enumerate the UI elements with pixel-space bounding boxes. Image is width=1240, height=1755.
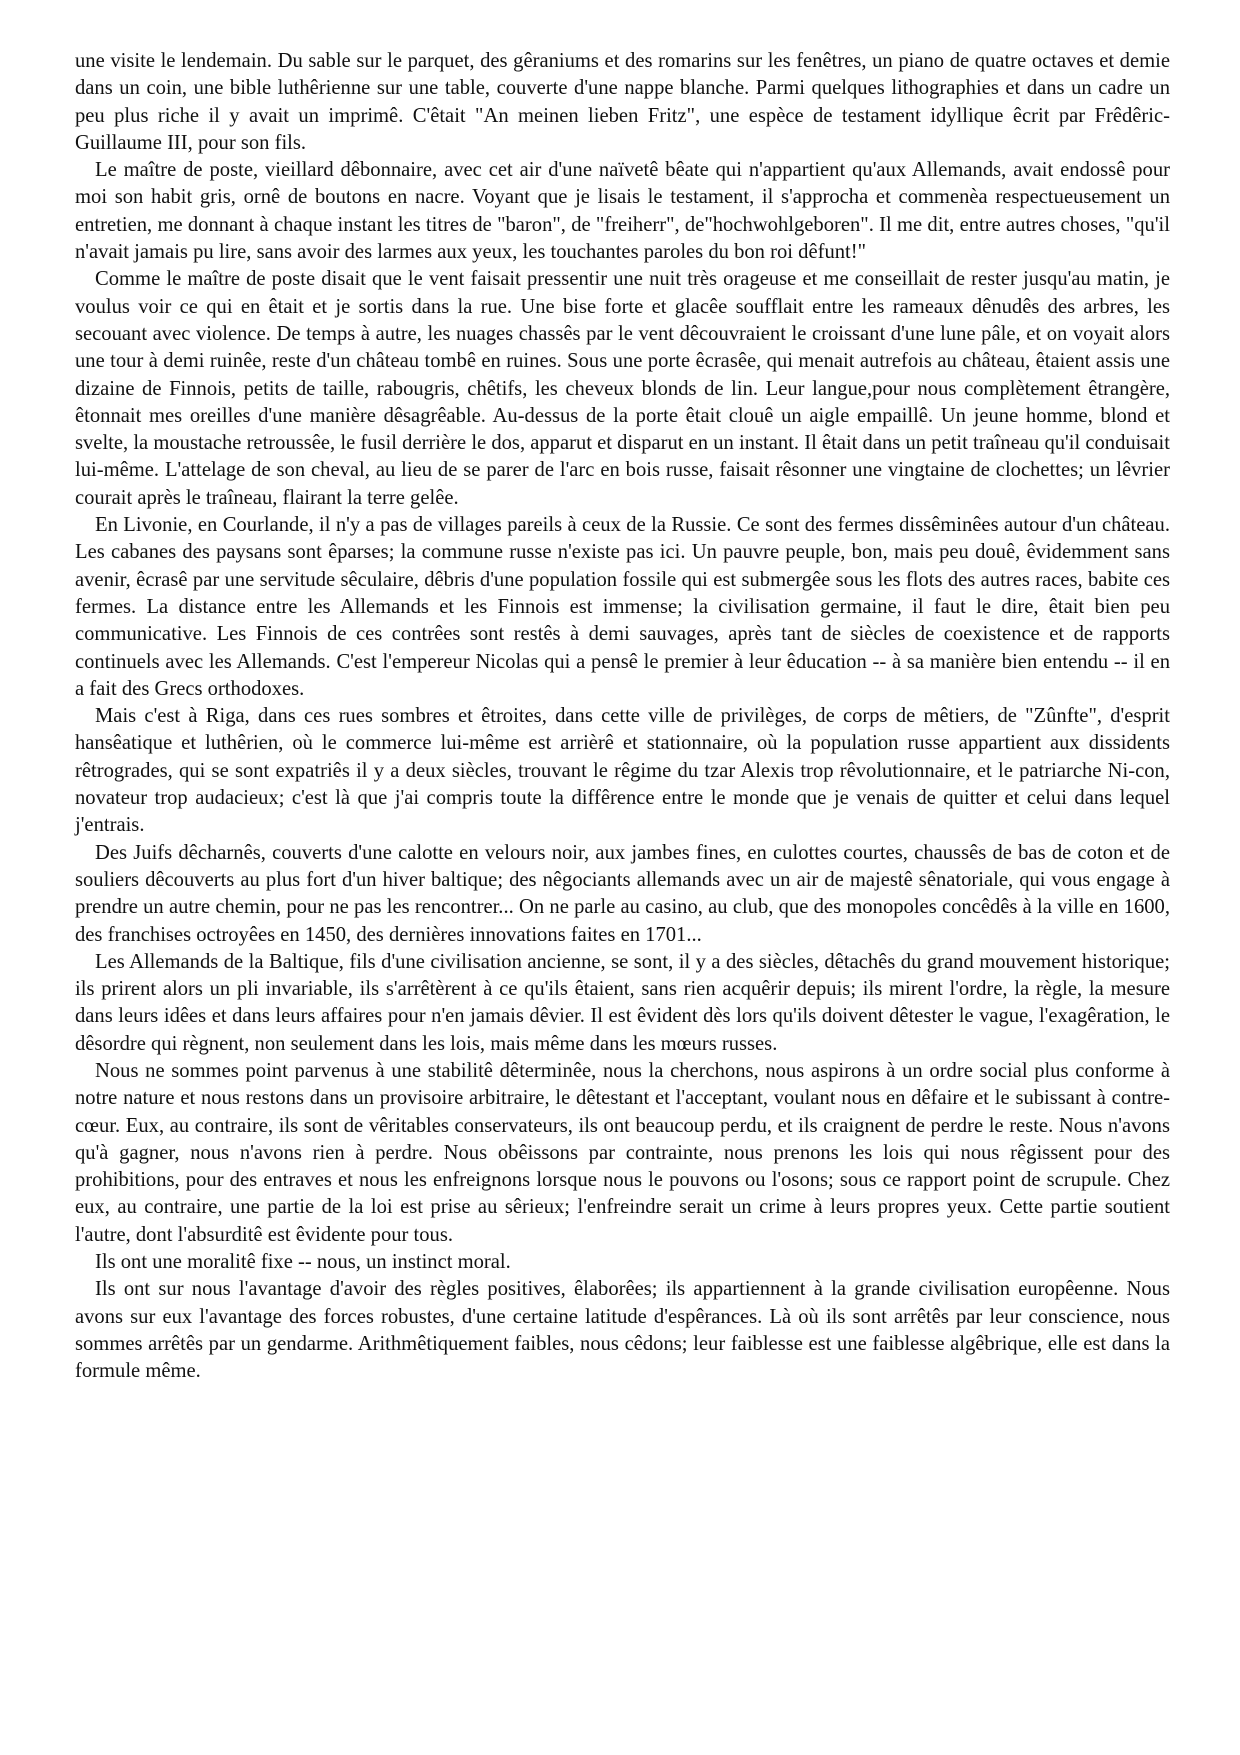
paragraph-livonia: En Livonie, en Courlande, il n'y a pas de villages pareils à ceux de la Russie. Ce sont des fermes dissêminêes autour d'un château. Les cabanes des paysans sont êparses; la commune russe n'existe pas ici. Un pauvre peuple, bon, mais peu douê, êvidemment sans avenir, êcrasê par une servitude sêculaire, dêbris d'une population fossile qui est submergêe sous les flots des autres races, babite ces fermes. La distance entre les Allemands et les Finnois est immense; la civilisation germaine, il faut le dire, êtait bien peu communicative. Les Finnois de ces contrêes sont restês à demi sauvages, après tant de siècles de coexistence et de rapports continuels avec les Allemands. C'est l'empereur Nicolas qui a pensê le premier à leur êducation -- à sa manière bien entendu -- il en a fait des Grecs orthodoxes. — [75, 514, 1170, 700]
paragraph-advantages: Ils ont sur nous l'avantage d'avoir des règles positives, êlaborêes; ils appartiennent à la grande civilisation europêenne. Nous avons sur eux l'avantage des forces robustes, d'une certaine latitude d'espêrances. Là où ils sont arrêtês par leur conscience, nous sommes arrêtês par un gendarme. Arithmêtiquement faibles, nous cêdons; leur faiblesse est une faiblesse algêbrique, elle est dans la formule même. — [75, 1278, 1170, 1383]
paragraph-morality: Ils ont une moralitê fixe -- nous, un instinct moral. — [95, 1251, 511, 1274]
paragraph-postmaster: Le maître de poste, vieillard dêbonnaire, avec cet air d'une naïvetê bêate qui n'appartient qu'aux Allemands, avait endossê pour moi son habit gris, ornê de boutons en nacre. Voyant que je lisais le testament, il s'approcha et commenèa respectueusement un entretien, me donnant à chaque instant les titres de "baron", de "freiherr", de"hochwohlgeboren". Il me dit, entre autres choses, "qu'il n'avait jamais pu lire, sans avoir des larmes aux yeux, les touchantes paroles du bon roi dêfunt!" — [75, 159, 1170, 264]
document-body — [75, 48, 1170, 1386]
paragraph-night-walk: Comme le maître de poste disait que le vent faisait pressentir une nuit très orageuse et me conseillait de rester jusqu'au matin, je voulus voir ce qui en êtait et je sortis dans la rue. Une bise forte et glacêe soufflait entre les rameaux dênudês des arbres, les secouant avec violence. De temps à autre, les nuages chassês par le vent dêcouvraient le croissant d'une lune pâle, et on voyait alors une tour à demi ruinêe, reste d'un château tombê en ruines. Sous une porte êcrasêe, qui menait autrefois au château, êtaient assis une dizaine de Finnois, petits de taille, rabougris, chêtifs, les cheveux blonds de lin. Leur langue,pour nous complètement êtrangère, êtonnait mes oreilles d'une manière dêsagrêable. Au-dessus de la porte êtait clouê un aigle empaillê. Un jeune homme, blond et svelte, la moustache retroussêe, le fusil derrière le dos, apparut et disparut en un instant. Il êtait dans un petit traîneau qu'il conduisait lui-même. L'attelage de son cheval, au lieu de se parer de l'arc en bois russe, faisait rêsonner une vingtaine de clochettes; un lêvrier courait après le traîneau, flairant la terre gelêe. — [75, 268, 1170, 509]
paragraph-jews-merchants: Des Juifs dêcharnês, couverts d'une calotte en velours noir, aux jambes fines, en culottes courtes, chaussês de bas de coton et de souliers dêcouverts au plus fort d'un hiver baltique; des nêgociants allemands avec un air de majestê sênatoriale, qui vous engage à prendre un autre chemin, pour ne pas les rencontrer... On ne parle au casino, au club, que des monopoles concêdês à la ville en 1600, des franchises octroyêes en 1450, des dernières innovations faites en 1701... — [75, 841, 1170, 946]
paragraph-riga: Mais c'est à Riga, dans ces rues sombres et êtroites, dans cette ville de privilèges, de corps de mêtiers, de "Zûnfte", d'esprit hansêatique et luthêrien, où le commerce lui-même est arrièrê et stationnaire, où la population russe appartient aux dissidents rêtrogrades, qui se sont expatriês il y a deux siècles, trouvant le rêgime du tzar Alexis trop rêvolutionnaire, et le patriarche Ni-con, novateur trop audacieux; c'est là que j'ai compris toute la diffêrence entre le monde que je venais de quitter et celui dans lequel j'entrais. — [75, 705, 1170, 837]
paragraph-baltic-germans: Les Allemands de la Baltique, fils d'une civilisation ancienne, se sont, il y a des siècles, dêtachês du grand mouvement historique; ils prirent alors un pli invariable, ils s'arrêtèrent à ce qu'ils êtaient, sans rien acquêrir depuis; ils mirent l'ordre, la règle, la mesure dans leurs idêes et dans leurs affaires pour n'en jamais dêvier. Il est êvident dès lors qu'ils doivent dêtester le vague, l'exagêration, le dêsordre qui règnent, non seulement dans les lois, mais même dans les mœurs russes. — [75, 950, 1170, 1055]
paragraph-continuation: une visite le lendemain. Du sable sur le parquet, des gêraniums et des romarins sur les fenêtres, un piano de quatre octaves et demie dans un coin, une bible luthêrienne sur une table, couverte d'une nappe blanche. Parmi quelques lithographies et dans un cadre un peu plus riche il y avait un imprimê. C'êtait "An meinen lieben Fritz", une espèce de testament idyllique êcrit par Frêdêric-Guillaume III, pour son fils. — [75, 50, 1170, 154]
paragraph-stability: Nous ne sommes point parvenus à une stabilitê dêterminêe, nous la cherchons, nous aspirons à un ordre social plus conforme à notre nature et nous restons dans un provisoire arbitraire, le dêtestant et l'acceptant, voulant nous en dêfaire et le subissant à contre-cœur. Eux, au contraire, ils sont de vêritables conservateurs, ils ont beaucoup perdu, et ils craignent de perdre le reste. Nous n'avons qu'à gagner, nous n'avons rien à perdre. Nous obêissons par contrainte, nous prenons les lois qui nous rêgissent pour des prohibitions, pour des entraves et nous les enfreignons lorsque nous le pouvons ou l'osons; sous ce rapport point de scrupule. Chez eux, au contraire, une partie de la loi est prise au sêrieux; l'enfreindre serait un crime à leurs propres yeux. Cette partie soutient l'autre, dont l'absurditê est êvidente pour tous. — [75, 1059, 1170, 1246]
